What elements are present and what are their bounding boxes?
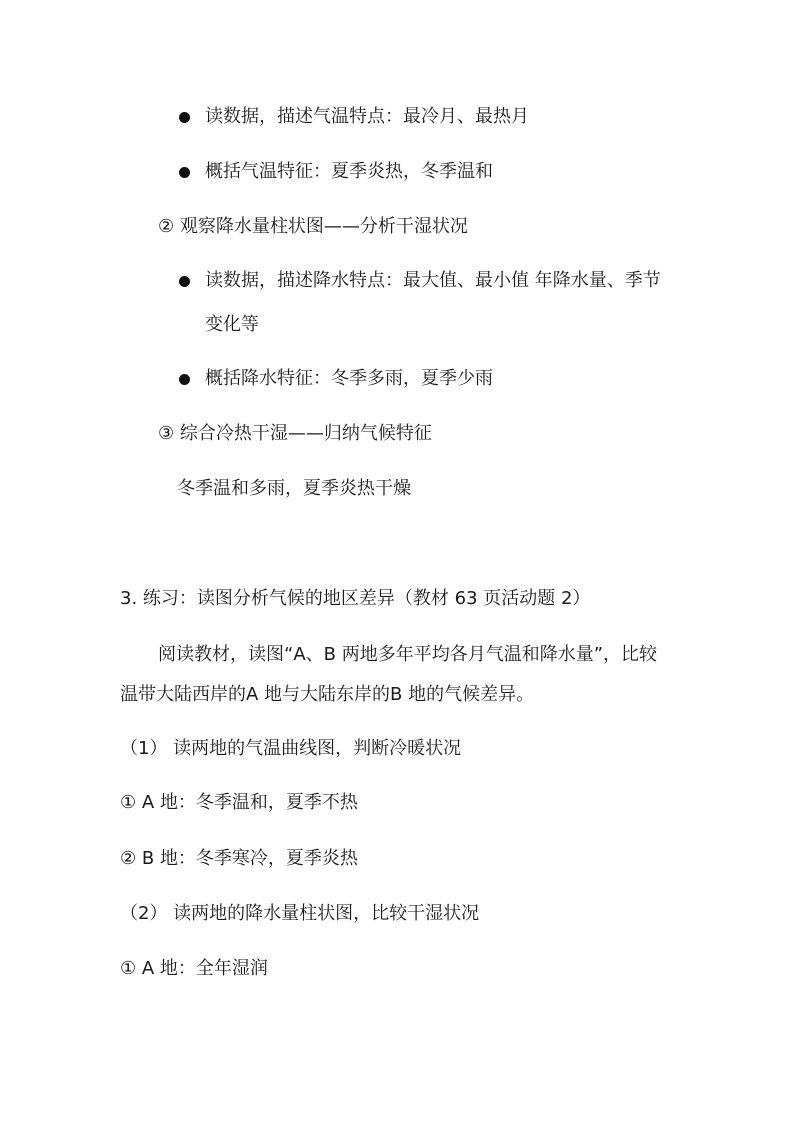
- question-1: （1） 读两地的气温曲线图，判断冷暖状况: [120, 738, 462, 759]
- climate-summary: 冬季温和多雨，夏季炎热干燥: [177, 478, 411, 499]
- bullet-dot: [179, 374, 190, 385]
- bullet-dot: [179, 276, 190, 287]
- bullet-item-temperature-summary: 概括气温特征：夏季炎热，冬季温和: [205, 161, 493, 182]
- question-2-answer-a: ① A 地：全年湿润: [120, 958, 268, 979]
- exercise-intro-line-2: 温带大陆西岸的A 地与大陆东岸的B 地的气候差异。: [120, 684, 535, 705]
- bullet-item-precipitation-data: 读数据，描述降水特点：最大值、最小值 年降水量、季节: [205, 270, 661, 291]
- question-2: （2） 读两地的降水量柱状图，比较干湿状况: [120, 903, 480, 924]
- bullet-dot: [179, 112, 190, 123]
- question-1-answer-a: ① A 地：冬季温和，夏季不热: [120, 792, 358, 813]
- bullet-item-temperature-data: 读数据，描述气温特点：最冷月、最热月: [205, 106, 529, 127]
- step-precipitation-chart: ② 观察降水量柱状图——分析干湿状况: [158, 216, 468, 237]
- exercise-heading: 3. 练习：读图分析气候的地区差异（教材 63 页活动题 2）: [120, 588, 591, 609]
- bullet-item-precipitation-summary: 概括降水特征：冬季多雨，夏季少雨: [205, 368, 493, 389]
- bullet-dot: [179, 167, 190, 178]
- bullet-item-precipitation-data-continued: 变化等: [205, 314, 259, 335]
- exercise-intro-line-1: 阅读教材，读图“A、B 两地多年平均各月气温和降水量”，比较: [158, 644, 658, 665]
- step-climate-synthesis: ③ 综合冷热干湿——归纳气候特征: [158, 423, 432, 444]
- question-1-answer-b: ② B 地：冬季寒冷，夏季炎热: [120, 848, 358, 869]
